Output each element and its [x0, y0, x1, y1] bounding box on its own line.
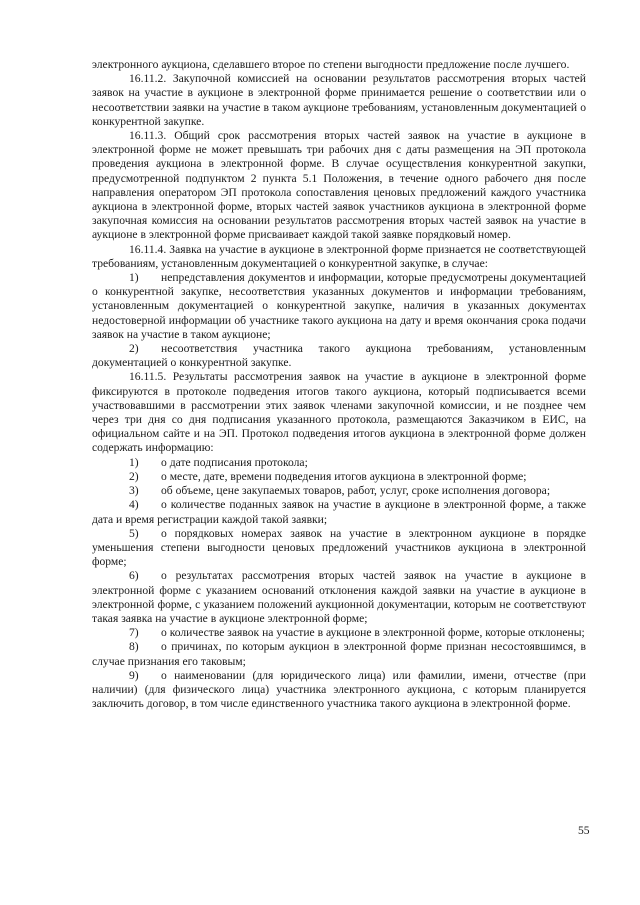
page-number: 55: [578, 824, 590, 837]
list-item-text: о количестве заявок на участие в аукционе в электронной форме, которые отклонены;: [161, 626, 585, 640]
list-item-text: несоответствия участника такого аукциона требованиям, установленным документацией о конкурентной закупке.: [92, 342, 586, 370]
list-item-number: 3): [129, 484, 139, 498]
list-item-text: о дате подписания протокола;: [161, 455, 308, 469]
paragraph-16-11-5: 16.11.5. Результаты рассмотрения заявок на участие в аукционе в электронной форме фиксируются в протоколе подведения итогов такого аукциона, который подписывается всеми участвовавшими в рассмотрении этих заявок членами закупочной комиссии, и не позднее чем через три дня со дня подписания указанного протокола, размещаются Заказчиком в ЕИС, на официальном сайте и на ЭП. Протокол подведения итогов аукциона в электронной форме должен содержать информацию:: [92, 370, 586, 455]
document-body: [92, 58, 586, 711]
list-item: [92, 484, 586, 498]
list-item: [92, 456, 586, 470]
list-item-number: 2): [129, 469, 139, 483]
list-item-text: о месте, дате, времени подведения итогов аукциона в электронной форме;: [161, 469, 527, 483]
list-item-number: 7): [129, 626, 139, 640]
paragraph-16-11-4: 16.11.4. Заявка на участие в аукционе в электронной форме признается не соответствующей требованиям, установленным документацией о конкурентной закупке, в случае:: [92, 242, 586, 270]
list-item: [92, 527, 586, 570]
list-item-number: 2): [129, 342, 139, 356]
list-item-number: 9): [129, 668, 139, 682]
list-item: [92, 626, 586, 640]
list-item: [92, 569, 586, 626]
list-item-number: 8): [129, 640, 139, 654]
list-item-text: о причинах, по которым аукцион в электронной форме признан несостоявшимся, в случае признания его таковым;: [92, 640, 586, 668]
paragraph-continuation: электронного аукциона, сделавшего второе по степени выгодности предложение после лучшего.: [92, 58, 570, 71]
list-item: [92, 271, 586, 342]
list-item-text: о результатах рассмотрения вторых частей заявок на участие в аукционе в электронной форме с указанием оснований отклонения каждой заявки на участие в аукционе в электронной форме, с указанием положений аукционной документации, которым не соответствуют такая заявка на участие в аукционе электронной форме;: [92, 569, 586, 625]
list-item-number: 6): [129, 569, 139, 583]
list-item: [92, 342, 586, 370]
list-item-text: о наименовании (для юридического лица) или фамилии, имени, отчестве (при наличии) (для физического лица) участника электронного аукциона, с которым планируется заключить договор, в том числе единственного участника такого аукциона в электронной форме.: [92, 668, 586, 711]
list-item-number: 1): [129, 271, 139, 285]
paragraph-16-11-2: 16.11.2. Закупочной комиссией на основании результатов рассмотрения вторых частей заявок на участие в аукционе в электронной форме принимается решение о соответствии или о несоответствии заявки на участие в таком аукционе требованиям, установленным документацией о конкурентной закупке.: [92, 72, 586, 128]
list-item: [92, 498, 586, 526]
list-item-number: 5): [129, 526, 139, 540]
paragraph-16-11-3: 16.11.3. Общий срок рассмотрения вторых частей заявок на участие в аукционе в электронной форме не может превышать три рабочих дня с даты размещения на ЭП протокола проведения аукциона в электронной форме. В случае осуществления конкурентной закупки, предусмотренной подпунктом 2 пункта 5.1 Положения, в течение одного рабочего дня после направления оператором ЭП протокола сопоставления ценовых предложений каждого участника аукциона в электронной форме, вторых частей заявок участников аукциона в электронной форме закупочная комиссия на основании результатов рассмотрения вторых частей заявок на участие в аукционе в электронной форме присваивает каждой такой заявке порядковый номер.: [92, 129, 586, 242]
list-item: [92, 640, 586, 668]
list-item-text: об объеме, цене закупаемых товаров, работ, услуг, сроке исполнения договора;: [161, 484, 551, 498]
list-item-text: непредставления документов и информации, которые предусмотрены документацией о конкурентной закупке, несоответствия указанных документов и информации требованиям, установленным документацией о конкурентной закупке, наличия в указанных документах недостоверной информации об участнике такого аукциона на дату и время окончания срока подачи заявок на участие в таком аукционе;: [92, 271, 586, 341]
list-item: [92, 470, 586, 484]
list-item-number: 1): [129, 455, 139, 469]
list-item-text: о количестве поданных заявок на участие в аукционе в электронной форме, а также дата и время регистрации каждой такой заявки;: [92, 498, 586, 526]
list-item-number: 4): [129, 498, 139, 512]
list-item-text: о порядковых номерах заявок на участие в электронном аукционе в порядке уменьшения степени выгодности ценовых предложений участников аукциона в электронной форме;: [92, 526, 586, 569]
list-item: [92, 669, 586, 712]
